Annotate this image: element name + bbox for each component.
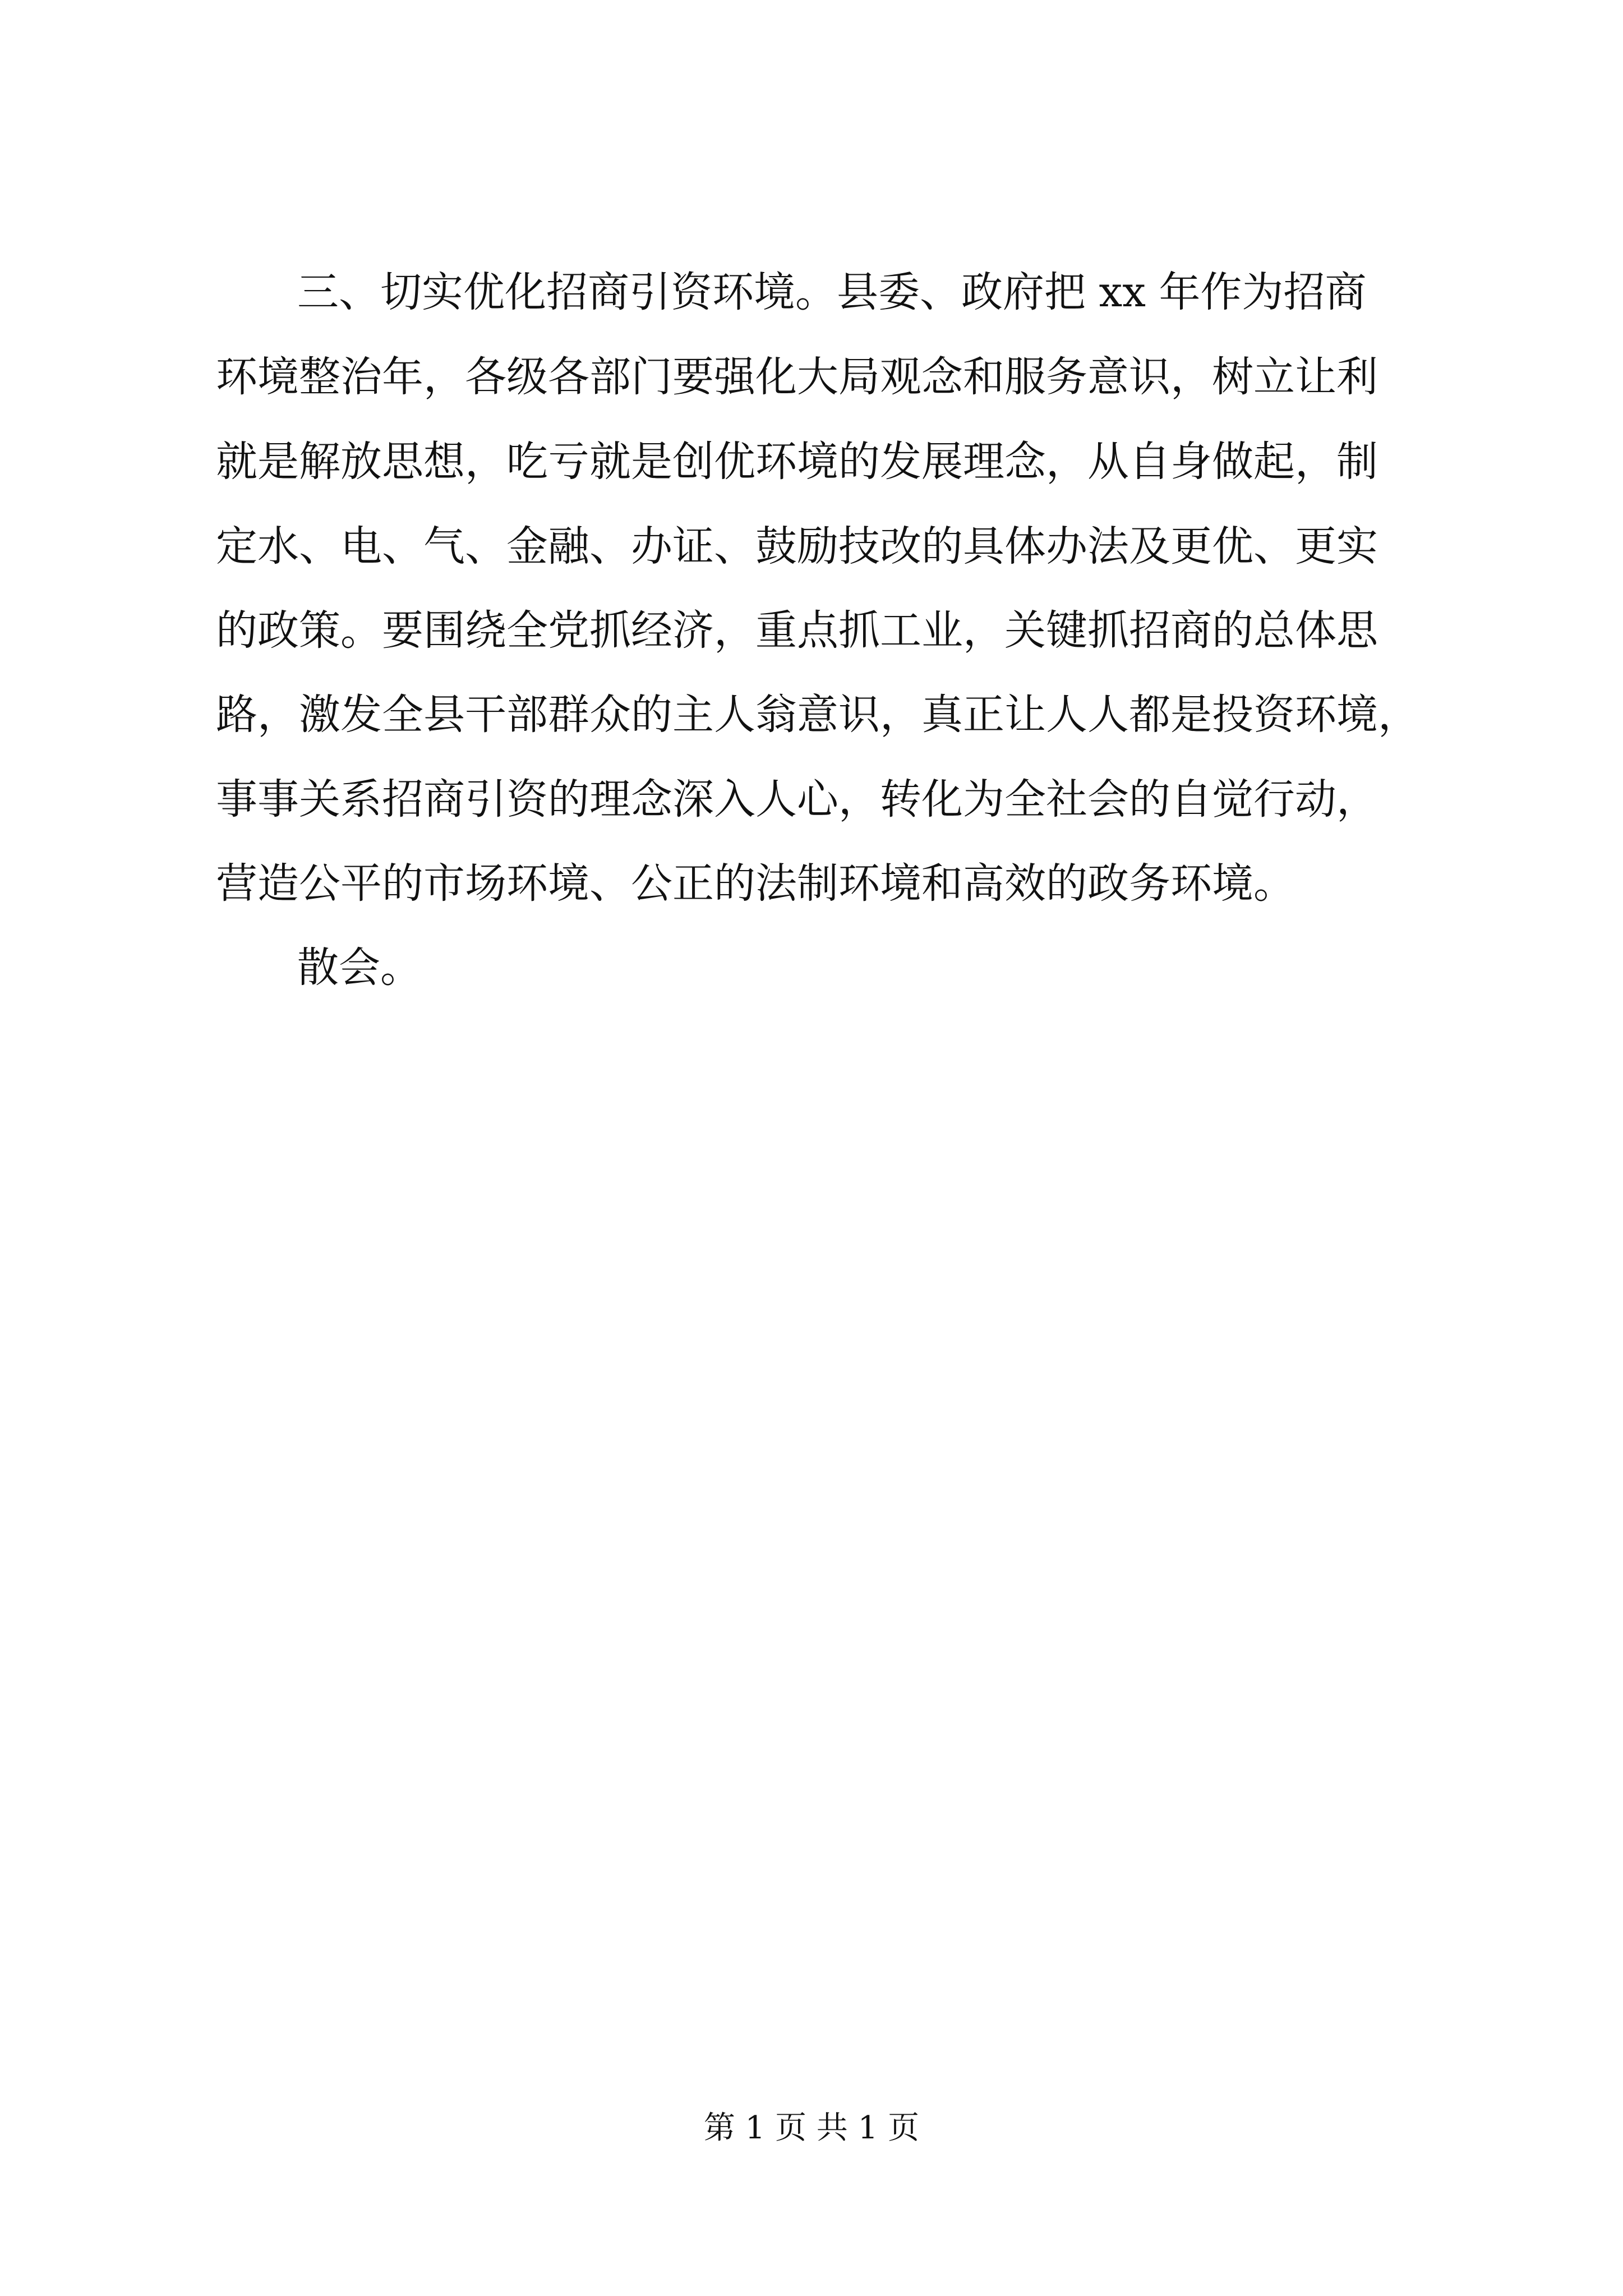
- page-footer: 第 1 页 共 1 页: [703, 2110, 920, 2146]
- paragraph-line-2: 环境整治年，各级各部门要强化大局观念和服务意识，树立让利: [216, 353, 1378, 401]
- paragraph-line-1: 三、切实优化招商引资环境。县委、政府把 xx 年作为招商: [297, 268, 1367, 316]
- paragraph-line-5: 的政策。要围绕全党抓经济，重点抓工业，关键抓招商的总体思: [216, 606, 1378, 655]
- paragraph-line-4: 定水、电、气、金融、办证、鼓励技改的具体办法及更优、更实: [216, 522, 1378, 570]
- paragraph-line-7: 事事关系招商引资的理念深入人心，转化为全社会的自觉行动，: [216, 775, 1378, 823]
- closing-line: 散会。: [297, 944, 422, 992]
- paragraph-line-6: 路，激发全县干部群众的主人翁意识，真正让人人都是投资环境，: [216, 691, 1419, 739]
- paragraph-line-3: 就是解放思想，吃亏就是创优环境的发展理念，从自身做起，制: [216, 438, 1378, 486]
- paragraph-line-8: 营造公平的市场环境、公正的法制环境和高效的政务环境。: [216, 859, 1295, 908]
